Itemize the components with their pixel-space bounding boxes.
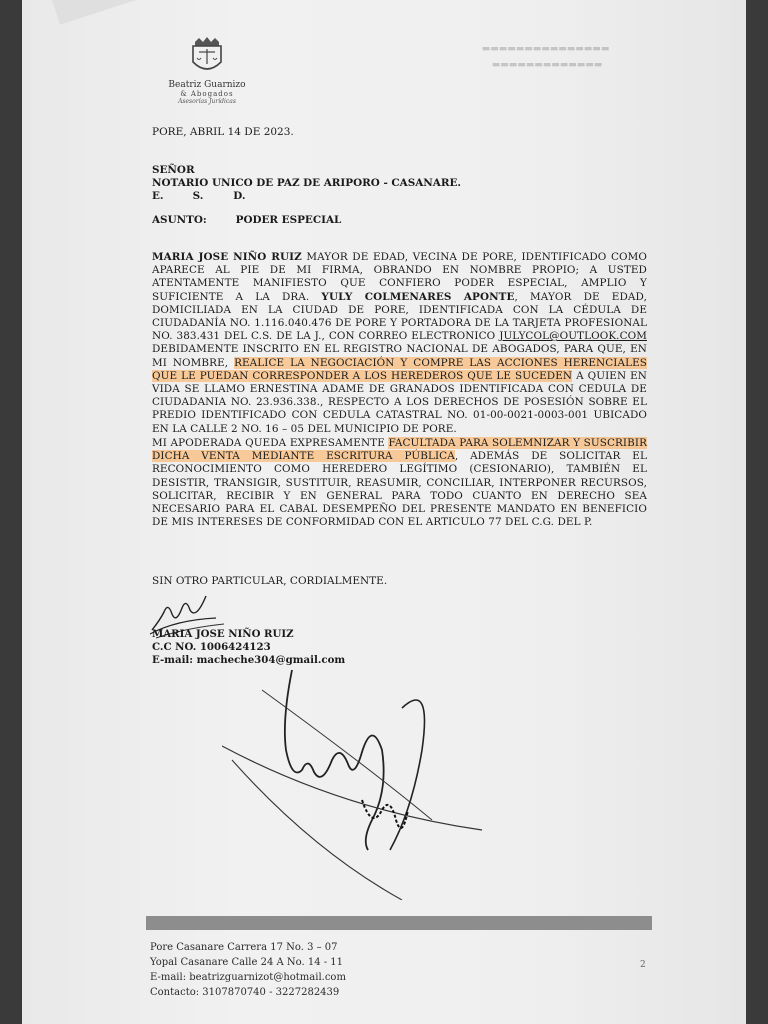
signer-id: C.C NO. 1006424123 [152,641,271,654]
esd-e: E. [152,190,164,203]
scales-of-justice-icon [189,36,225,78]
para2-text-1: MI APODERADA QUEDA EXPRESAMENTE [152,437,389,449]
large-signature-icon [222,660,512,900]
firm-tagline: Asesorías Jurídicas [178,98,236,105]
recipient-name: NOTARIO UNICO DE PAZ DE ARIPORO - CASANARE. [152,177,461,190]
esd-line [152,190,647,203]
highlighted-clause-2: FACULTADA PARA SOLEMNIZAR Y SUSCRIBIR DICHA VENTA MEDIANTE ESCRITURA PÚBLICA [152,437,647,463]
paragraph-power-grant [152,251,647,436]
grantor-name: MARIA JOSE NIÑO RUIZ [152,251,302,263]
recipient-title: SEÑOR [152,164,195,176]
para1-text-4: A QUIEN EN VIDA SE LLAMO ERNESTINA ADAME DE GRANADOS IDENTIFICADA CON CEDULA DE CIUDADANIA NO. 23.936.338., RESPECTO A LOS DERECHOS DE POSESIÓN SOBRE EL PREDIO IDENTIFICADO CON CEDULA CATASTRAL NO. 01-00-0021-0003-001 UBICADO EN LA CALLE 2 NO. 16 – 05 DEL MUNICIPIO DE PORE. [152,369,647,435]
closing-line: SIN OTRO PARTICULAR, CORDIALMENTE. [152,575,388,587]
para2-text-2: , ADEMÁS DE SOLICITAR EL RECONOCIMIENTO COMO HEREDERO LEGÍTIMO (CESIONARIO), TAMBIÉN EL DESISTIR, TRANSIGIR, SUSTITUIR, REASUMIR, CONCILIAR, INTERPONER RECURSOS, SOLICITAR, RECIBIR Y EN GENERAL PARA TODO CUANTO EN DERECHO SEA NECESARIO PARA EL CABAL DESEMPEÑO DEL PRESENTE MANDATO EN BENEFICIO DE MIS INTERESES DE CONFORMIDAD CON EL ARTICULO 77 DEL C.G. DEL P. [152,450,647,529]
para1-text-2: , MAYOR DE EDAD, DOMICILIADA EN LA CIUDAD DE PORE, IDENTIFICADA CON LA CÉDULA DE CIUDADANÍA NO. 1.116.040.476 DE PORE Y PORTADORA DE LA TARJETA PROFESIONAL NO. 383.431 DEL C.S. DE LA J., CON CORREO ELECTRONICO [152,290,647,343]
paragraph-faculties [152,437,647,529]
firm-logo [162,36,252,105]
page-number: 2 [640,960,646,970]
subject-label: ASUNTO: [152,214,207,226]
signer-email: E-mail: macheche304@gmail.com [152,654,346,667]
bleed-through-text: ▬▬▬▬▬▬▬▬▬▬▬▬▬ [492,60,603,70]
para1-text-1: MAYOR DE EDAD, VECINA DE PORE, IDENTIFICADO COMO APARECE AL PIE DE MI FIRMA, OBRANDO EN NOMBRE PROPIO; A USTED ATENTAMENTE MANIFIESTO QUE CONFIERO PODER ESPECIAL, AMPLIO Y SUFICIENTE A LA DRA. [152,251,647,303]
footer-address-yopal: Yopal Casanare Calle 24 A No. 14 - 11 [150,957,344,968]
footer-phones: Contacto: 3107870740 - 3227282439 [150,987,340,998]
attorney-name: YULY COLMENARES APONTE [321,290,515,303]
recipient-block [152,164,647,204]
esd-s: S. [192,190,204,203]
subject-value: PODER ESPECIAL [235,214,342,226]
document-page [22,0,746,1024]
highlighted-clause-1: REALICE LA NEGOCIACIÓN Y COMPRE LAS ACCIONES HERENCIALES QUE LE PUEDAN CORRESPONDER A LOS HEREDEROS QUE LE SUCEDEN [152,356,647,382]
para1-text-3: DEBIDAMENTE INSCRITO EN EL REGISTRO NACIONAL DE ABOGADOS, PARA QUE, EN MI NOMBRE, [152,343,647,369]
footer-contact [150,940,346,1000]
firm-subtitle: & Abogados [180,90,234,98]
attorney-email: JULYCOL@OUTLOOK.COM [499,330,647,343]
bleed-through-text: ▬▬▬▬▬▬▬▬▬▬▬▬▬▬▬ [482,44,610,54]
subject-line [152,214,647,227]
footer-divider [146,916,652,930]
document-date: PORE, ABRIL 14 DE 2023. [152,126,294,138]
signer-name: MARIA JOSE NIÑO RUIZ [152,628,294,640]
corner-stamp [52,0,184,25]
esd-d: D. [233,190,246,203]
footer-email: E-mail: beatrizguarnizot@hotmail.com [150,972,346,983]
footer-address-pore: Pore Casanare Carrera 17 No. 3 – 07 [150,942,338,953]
firm-name: Beatriz Guarnizo [168,80,246,90]
